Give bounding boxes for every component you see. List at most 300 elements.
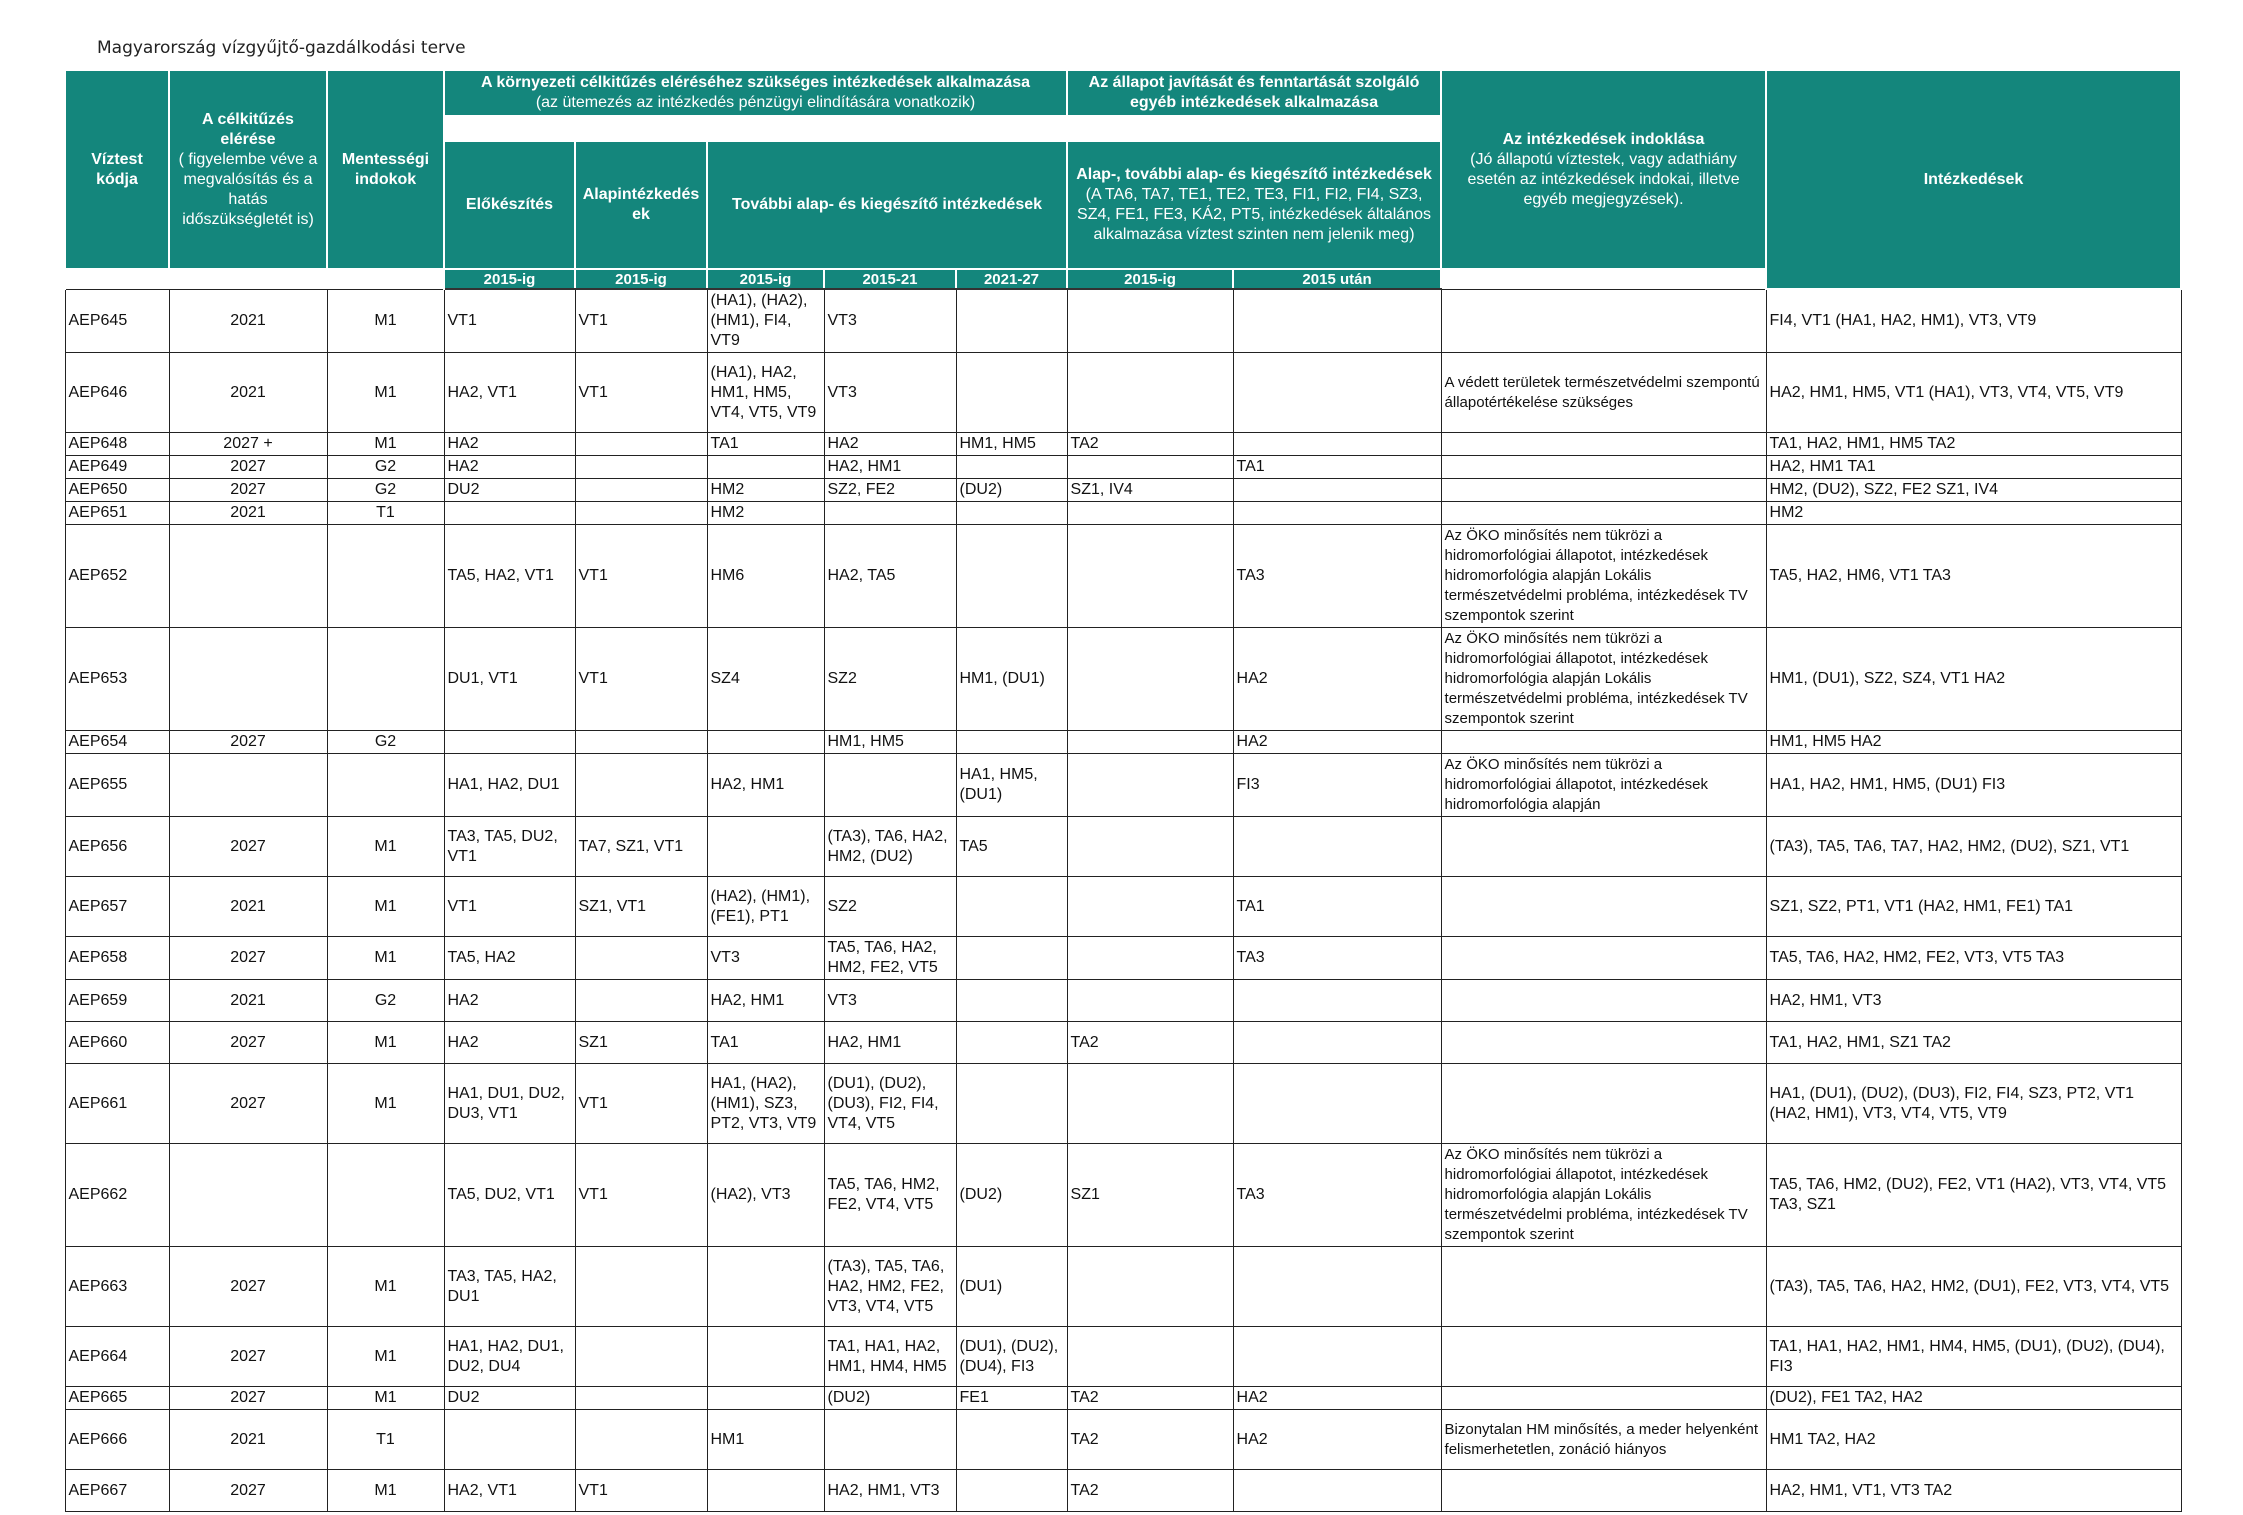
measures-list: TA5, TA6, HM2, (DU2), FE2, VT1 (HA2), VT3, VT4, VT5 TA3, SZ1 xyxy=(1766,1144,2181,1247)
other-2015 xyxy=(1067,628,1233,731)
further-2015-21 xyxy=(824,754,956,817)
other-2015 xyxy=(1067,980,1233,1022)
justification xyxy=(1441,1022,1766,1064)
water-body-code: AEP662 xyxy=(65,1144,169,1247)
justification xyxy=(1441,817,1766,877)
further-2021-27 xyxy=(956,525,1067,628)
further-2015: TA1 xyxy=(707,433,824,456)
basic-measures: SZ1 xyxy=(575,1022,707,1064)
justification: Az ÖKO minősítés nem tükrözi a hidromorfológiai állapotot, intézkedések hidromorfológia alapján Lokális természetvédelmi probléma, intézkedések TV szempontok szerint xyxy=(1441,628,1766,731)
further-2015-21: (TA3), TA5, TA6, HA2, HM2, FE2, VT3, VT4, VT5 xyxy=(824,1247,956,1327)
further-2015: (HA2), (HM1), (FE1), PT1 xyxy=(707,877,824,937)
exemption-code: M1 xyxy=(327,1470,444,1512)
other-after-2015 xyxy=(1233,1470,1441,1512)
header-target xyxy=(169,70,327,269)
target-year: 2021 xyxy=(169,1410,327,1470)
further-2021-27: TA5 xyxy=(956,817,1067,877)
prep-measures: HA2, VT1 xyxy=(444,1470,575,1512)
measures-list: HA1, (DU1), (DU2), (DU3), FI2, FI4, SZ3, PT2, VT1 (HA2, HM1), VT3, VT4, VT5, VT9 xyxy=(1766,1064,2181,1144)
basic-measures xyxy=(575,754,707,817)
measures-list: HM2 xyxy=(1766,502,2181,525)
target-year: 2027 xyxy=(169,1022,327,1064)
other-2015 xyxy=(1067,353,1233,433)
table-row xyxy=(65,1064,2181,1144)
basic-measures xyxy=(575,433,707,456)
measures-list: SZ1, SZ2, PT1, VT1 (HA2, HM1, FE1) TA1 xyxy=(1766,877,2181,937)
other-2015: TA2 xyxy=(1067,1470,1233,1512)
other-after-2015 xyxy=(1233,502,1441,525)
prep-measures: TA5, HA2 xyxy=(444,937,575,980)
target-year: 2027 xyxy=(169,456,327,479)
measures-list: HA1, HA2, HM1, HM5, (DU1) FI3 xyxy=(1766,754,2181,817)
measures-list: TA1, HA1, HA2, HM1, HM4, HM5, (DU1), (DU2), (DU4), FI3 xyxy=(1766,1327,2181,1387)
other-2015 xyxy=(1067,456,1233,479)
further-2015-21: HA2, HM1 xyxy=(824,456,956,479)
exemption-code: G2 xyxy=(327,980,444,1022)
other-after-2015: TA3 xyxy=(1233,525,1441,628)
water-body-code: AEP648 xyxy=(65,433,169,456)
prep-measures: TA5, HA2, VT1 xyxy=(444,525,575,628)
prep-measures: VT1 xyxy=(444,877,575,937)
further-2015 xyxy=(707,1470,824,1512)
further-2015-21: VT3 xyxy=(824,289,956,353)
other-after-2015 xyxy=(1233,479,1441,502)
further-2015: HA1, (HA2), (HM1), SZ3, PT2, VT3, VT9 xyxy=(707,1064,824,1144)
header-exemption: Mentességi indokok xyxy=(327,70,444,269)
other-after-2015: TA1 xyxy=(1233,877,1441,937)
exemption-code: M1 xyxy=(327,289,444,353)
exemption-code: M1 xyxy=(327,353,444,433)
further-2021-27 xyxy=(956,937,1067,980)
other-after-2015: HA2 xyxy=(1233,1387,1441,1410)
further-2015-21: HM1, HM5 xyxy=(824,731,956,754)
other-after-2015 xyxy=(1233,1064,1441,1144)
justification: Bizonytalan HM minősítés, a meder helyenként felismerhetetlen, zonáció hiányos xyxy=(1441,1410,1766,1470)
further-2015 xyxy=(707,456,824,479)
water-body-code: AEP652 xyxy=(65,525,169,628)
basic-measures: SZ1, VT1 xyxy=(575,877,707,937)
other-after-2015 xyxy=(1233,1327,1441,1387)
period-further-2015-21: 2015-21 xyxy=(824,269,956,289)
water-body-code: AEP655 xyxy=(65,754,169,817)
water-body-code: AEP657 xyxy=(65,877,169,937)
header-other-sub-note: (A TA6, TA7, TE1, TE2, TE3, FI1, FI2, FI4, SZ3, SZ4, FE1, FE3, KÁ2, PT5, intézkedések általános alkalmazása víztest szinten nem jelenik meg) xyxy=(1077,186,1431,243)
further-2015-21: TA5, TA6, HM2, FE2, VT4, VT5 xyxy=(824,1144,956,1247)
exemption-code: M1 xyxy=(327,1247,444,1327)
justification xyxy=(1441,502,1766,525)
target-year: 2027 xyxy=(169,1387,327,1410)
header-env-group-title: A környezeti célkitűzés eléréséhez szükséges intézkedések alkalmazása xyxy=(480,74,1031,91)
further-2015: HA2, HM1 xyxy=(707,980,824,1022)
further-2021-27: (DU2) xyxy=(956,1144,1067,1247)
other-after-2015 xyxy=(1233,433,1441,456)
target-year: 2027 xyxy=(169,1327,327,1387)
table-row xyxy=(65,980,2181,1022)
exemption-code xyxy=(327,628,444,731)
other-2015 xyxy=(1067,937,1233,980)
table-row xyxy=(65,937,2181,980)
prep-measures: HA1, DU1, DU2, DU3, VT1 xyxy=(444,1064,575,1144)
basic-measures: VT1 xyxy=(575,628,707,731)
basic-measures xyxy=(575,1247,707,1327)
further-2021-27 xyxy=(956,1470,1067,1512)
justification xyxy=(1441,1247,1766,1327)
further-2015 xyxy=(707,1387,824,1410)
basic-measures xyxy=(575,937,707,980)
basic-measures: VT1 xyxy=(575,525,707,628)
other-2015 xyxy=(1067,754,1233,817)
prep-measures xyxy=(444,502,575,525)
basic-measures xyxy=(575,456,707,479)
other-2015 xyxy=(1067,877,1233,937)
prep-measures: TA3, TA5, DU2, VT1 xyxy=(444,817,575,877)
exemption-code: M1 xyxy=(327,1064,444,1144)
further-2021-27 xyxy=(956,1022,1067,1064)
table-header xyxy=(65,70,2181,289)
target-year xyxy=(169,1144,327,1247)
prep-measures: HA1, HA2, DU1 xyxy=(444,754,575,817)
further-2015 xyxy=(707,731,824,754)
exemption-code: G2 xyxy=(327,731,444,754)
exemption-code: M1 xyxy=(327,1327,444,1387)
target-year xyxy=(169,525,327,628)
exemption-code xyxy=(327,754,444,817)
other-2015: SZ1, IV4 xyxy=(1067,479,1233,502)
target-year: 2021 xyxy=(169,289,327,353)
other-2015: TA2 xyxy=(1067,1410,1233,1470)
header-justification-title: Az intézkedések indoklása xyxy=(1502,130,1705,148)
justification xyxy=(1441,479,1766,502)
further-2015-21: SZ2, FE2 xyxy=(824,479,956,502)
other-after-2015: HA2 xyxy=(1233,628,1441,731)
other-2015: TA2 xyxy=(1067,1387,1233,1410)
water-body-code: AEP663 xyxy=(65,1247,169,1327)
basic-measures: VT1 xyxy=(575,1064,707,1144)
prep-measures: TA3, TA5, HA2, DU1 xyxy=(444,1247,575,1327)
table-row xyxy=(65,1144,2181,1247)
further-2015-21: HA2 xyxy=(824,433,956,456)
further-2021-27 xyxy=(956,877,1067,937)
justification: Az ÖKO minősítés nem tükrözi a hidromorfológiai állapotot, intézkedések hidromorfológia alapján xyxy=(1441,754,1766,817)
target-year: 2027 xyxy=(169,479,327,502)
basic-measures xyxy=(575,1410,707,1470)
table-body xyxy=(65,289,2181,1512)
justification: A védett területek természetvédelmi szempontú állapotértékelése szükséges xyxy=(1441,353,1766,433)
header-other-sub xyxy=(1067,141,1441,269)
further-2015: HA2, HM1 xyxy=(707,754,824,817)
further-2021-27 xyxy=(956,980,1067,1022)
measures-list: HA2, HM1, VT1, VT3 TA2 xyxy=(1766,1470,2181,1512)
target-year: 2027 xyxy=(169,817,327,877)
further-2015-21: VT3 xyxy=(824,353,956,433)
target-year: 2027 xyxy=(169,1470,327,1512)
measures-list: HA2, HM1 TA1 xyxy=(1766,456,2181,479)
header-target-note: ( figyelembe véve a megvalósítás és a hatás időszükségletét is) xyxy=(178,150,318,228)
water-body-code: AEP649 xyxy=(65,456,169,479)
measures-list: HM2, (DU2), SZ2, FE2 SZ1, IV4 xyxy=(1766,479,2181,502)
further-2015-21: SZ2 xyxy=(824,877,956,937)
target-year: 2021 xyxy=(169,980,327,1022)
measures-table xyxy=(64,69,2182,1512)
header-justification xyxy=(1441,70,1766,269)
exemption-code: T1 xyxy=(327,502,444,525)
water-body-code: AEP650 xyxy=(65,479,169,502)
further-2021-27: HM1, (DU1) xyxy=(956,628,1067,731)
basic-measures xyxy=(575,479,707,502)
further-2021-27 xyxy=(956,1064,1067,1144)
other-2015 xyxy=(1067,1064,1233,1144)
prep-measures: HA2 xyxy=(444,980,575,1022)
water-body-code: AEP654 xyxy=(65,731,169,754)
justification xyxy=(1441,433,1766,456)
prep-measures: DU2 xyxy=(444,1387,575,1410)
header-prep: Előkészítés xyxy=(444,141,575,269)
measures-list: (TA3), TA5, TA6, TA7, HA2, HM2, (DU2), SZ1, VT1 xyxy=(1766,817,2181,877)
target-year: 2027 + xyxy=(169,433,327,456)
header-other-group: Az állapot javítását és fenntartását szolgáló egyéb intézkedések alkalmazása xyxy=(1067,70,1441,116)
further-2021-27 xyxy=(956,353,1067,433)
period-further-2015: 2015-ig xyxy=(707,269,824,289)
other-after-2015: TA3 xyxy=(1233,1144,1441,1247)
further-2015: HM2 xyxy=(707,479,824,502)
basic-measures: VT1 xyxy=(575,1470,707,1512)
other-2015: SZ1 xyxy=(1067,1144,1233,1247)
water-body-code: AEP656 xyxy=(65,817,169,877)
prep-measures xyxy=(444,1410,575,1470)
justification: Az ÖKO minősítés nem tükrözi a hidromorfológiai állapotot, intézkedések hidromorfológia alapján Lokális természetvédelmi probléma, intézkedések TV szempontok szerint xyxy=(1441,1144,1766,1247)
table-row xyxy=(65,731,2181,754)
further-2015: VT3 xyxy=(707,937,824,980)
further-2015-21: HA2, HM1, VT3 xyxy=(824,1470,956,1512)
further-2015 xyxy=(707,1247,824,1327)
other-2015: TA2 xyxy=(1067,433,1233,456)
other-after-2015 xyxy=(1233,1247,1441,1327)
table-row xyxy=(65,1327,2181,1387)
further-2021-27 xyxy=(956,1410,1067,1470)
basic-measures: TA7, SZ1, VT1 xyxy=(575,817,707,877)
other-after-2015: TA3 xyxy=(1233,937,1441,980)
prep-measures: TA5, DU2, VT1 xyxy=(444,1144,575,1247)
other-2015 xyxy=(1067,289,1233,353)
table-row xyxy=(65,628,2181,731)
target-year xyxy=(169,628,327,731)
further-2021-27: FE1 xyxy=(956,1387,1067,1410)
further-2015: HM2 xyxy=(707,502,824,525)
measures-list: TA5, HA2, HM6, VT1 TA3 xyxy=(1766,525,2181,628)
other-2015 xyxy=(1067,525,1233,628)
further-2015: (HA1), (HA2), (HM1), FI4, VT9 xyxy=(707,289,824,353)
further-2015-21: (DU1), (DU2), (DU3), FI2, FI4, VT4, VT5 xyxy=(824,1064,956,1144)
further-2015: HM1 xyxy=(707,1410,824,1470)
other-after-2015: HA2 xyxy=(1233,1410,1441,1470)
prep-measures: HA1, HA2, DU1, DU2, DU4 xyxy=(444,1327,575,1387)
measures-list: HA2, HM1, VT3 xyxy=(1766,980,2181,1022)
basic-measures: VT1 xyxy=(575,1144,707,1247)
table-row xyxy=(65,1470,2181,1512)
water-body-code: AEP666 xyxy=(65,1410,169,1470)
target-year: 2021 xyxy=(169,502,327,525)
other-after-2015 xyxy=(1233,353,1441,433)
table-row xyxy=(65,1410,2181,1470)
other-after-2015: FI3 xyxy=(1233,754,1441,817)
table-row xyxy=(65,433,2181,456)
further-2021-27: (DU1), (DU2), (DU4), FI3 xyxy=(956,1327,1067,1387)
table-row xyxy=(65,456,2181,479)
period-other-after: 2015 után xyxy=(1233,269,1441,289)
further-2015-21: TA5, TA6, HA2, HM2, FE2, VT5 xyxy=(824,937,956,980)
header-other-sub-title: Alap-, további alap- és kiegészítő intézkedések xyxy=(1076,166,1432,183)
prep-measures: HA2 xyxy=(444,1022,575,1064)
water-body-code: AEP645 xyxy=(65,289,169,353)
measures-list: (DU2), FE1 TA2, HA2 xyxy=(1766,1387,2181,1410)
header-target-main: A célkitűzés elérése xyxy=(202,110,294,148)
exemption-code: G2 xyxy=(327,456,444,479)
further-2015: TA1 xyxy=(707,1022,824,1064)
further-2021-27 xyxy=(956,731,1067,754)
justification xyxy=(1441,456,1766,479)
further-2015-21: HA2, HM1 xyxy=(824,1022,956,1064)
header-justification-note: (Jó állapotú víztestek, vagy adathiány esetén az intézkedések indokai, illetve egyéb megjegyzések). xyxy=(1467,150,1740,208)
exemption-code: M1 xyxy=(327,817,444,877)
other-2015 xyxy=(1067,731,1233,754)
table-row xyxy=(65,1387,2181,1410)
prep-measures: HA2, VT1 xyxy=(444,353,575,433)
measures-list: (TA3), TA5, TA6, HA2, HM2, (DU1), FE2, VT3, VT4, VT5 xyxy=(1766,1247,2181,1327)
table-row xyxy=(65,877,2181,937)
document-title: Magyarország vízgyűjtő-gazdálkodási terve xyxy=(97,38,466,58)
period-other-2015: 2015-ig xyxy=(1067,269,1233,289)
period-further-2021-27: 2021-27 xyxy=(956,269,1067,289)
table-row xyxy=(65,353,2181,433)
header-measures: Intézkedések xyxy=(1766,70,2181,289)
further-2015-21: (TA3), TA6, HA2, HM2, (DU2) xyxy=(824,817,956,877)
justification xyxy=(1441,1387,1766,1410)
measures-list: TA1, HA2, HM1, SZ1 TA2 xyxy=(1766,1022,2181,1064)
exemption-code: T1 xyxy=(327,1410,444,1470)
table-row xyxy=(65,479,2181,502)
basic-measures xyxy=(575,980,707,1022)
water-body-code: AEP660 xyxy=(65,1022,169,1064)
period-basic: 2015-ig xyxy=(575,269,707,289)
exemption-code xyxy=(327,525,444,628)
other-2015: TA2 xyxy=(1067,1022,1233,1064)
further-2021-27 xyxy=(956,456,1067,479)
water-body-code: AEP658 xyxy=(65,937,169,980)
exemption-code: M1 xyxy=(327,433,444,456)
further-2015-21: TA1, HA1, HA2, HM1, HM4, HM5 xyxy=(824,1327,956,1387)
basic-measures: VT1 xyxy=(575,353,707,433)
water-body-code: AEP651 xyxy=(65,502,169,525)
basic-measures xyxy=(575,502,707,525)
other-2015 xyxy=(1067,817,1233,877)
basic-measures: VT1 xyxy=(575,289,707,353)
water-body-code: AEP661 xyxy=(65,1064,169,1144)
header-basic: Alapintézkedés ek xyxy=(575,141,707,269)
other-2015 xyxy=(1067,1247,1233,1327)
table-row xyxy=(65,525,2181,628)
other-2015 xyxy=(1067,502,1233,525)
further-2015-21: VT3 xyxy=(824,980,956,1022)
exemption-code: M1 xyxy=(327,877,444,937)
further-2015-21: SZ2 xyxy=(824,628,956,731)
table-row xyxy=(65,817,2181,877)
justification xyxy=(1441,1327,1766,1387)
basic-measures xyxy=(575,731,707,754)
prep-measures: DU1, VT1 xyxy=(444,628,575,731)
header-code: Víztest kódja xyxy=(65,70,169,269)
table-row xyxy=(65,754,2181,817)
prep-measures: HA2 xyxy=(444,456,575,479)
measures-list: TA5, TA6, HA2, HM2, FE2, VT3, VT5 TA3 xyxy=(1766,937,2181,980)
other-after-2015 xyxy=(1233,980,1441,1022)
basic-measures xyxy=(575,1387,707,1410)
further-2015: (HA2), VT3 xyxy=(707,1144,824,1247)
exemption-code xyxy=(327,1144,444,1247)
further-2015: SZ4 xyxy=(707,628,824,731)
target-year: 2027 xyxy=(169,937,327,980)
other-after-2015: TA1 xyxy=(1233,456,1441,479)
target-year: 2027 xyxy=(169,1064,327,1144)
other-2015 xyxy=(1067,1327,1233,1387)
water-body-code: AEP665 xyxy=(65,1387,169,1410)
justification xyxy=(1441,1064,1766,1144)
justification xyxy=(1441,289,1766,353)
water-body-code: AEP653 xyxy=(65,628,169,731)
further-2015 xyxy=(707,817,824,877)
other-after-2015 xyxy=(1233,817,1441,877)
table-row xyxy=(65,1022,2181,1064)
justification xyxy=(1441,937,1766,980)
exemption-code: M1 xyxy=(327,1387,444,1410)
further-2015: HM6 xyxy=(707,525,824,628)
justification: Az ÖKO minősítés nem tükrözi a hidromorfológiai állapotot, intézkedések hidromorfológia alapján Lokális természetvédelmi probléma, intézkedések TV szempontok szerint xyxy=(1441,525,1766,628)
measures-list: TA1, HA2, HM1, HM5 TA2 xyxy=(1766,433,2181,456)
water-body-code: AEP664 xyxy=(65,1327,169,1387)
measures-list: HM1, (DU1), SZ2, SZ4, VT1 HA2 xyxy=(1766,628,2181,731)
other-after-2015: HA2 xyxy=(1233,731,1441,754)
other-after-2015 xyxy=(1233,1022,1441,1064)
further-2015-21 xyxy=(824,502,956,525)
target-year: 2027 xyxy=(169,731,327,754)
target-year: 2021 xyxy=(169,877,327,937)
prep-measures: VT1 xyxy=(444,289,575,353)
measures-list: FI4, VT1 (HA1, HA2, HM1), VT3, VT9 xyxy=(1766,289,2181,353)
further-2021-27 xyxy=(956,289,1067,353)
justification xyxy=(1441,1470,1766,1512)
prep-measures: DU2 xyxy=(444,479,575,502)
target-year: 2027 xyxy=(169,1247,327,1327)
further-2021-27: HM1, HM5 xyxy=(956,433,1067,456)
basic-measures xyxy=(575,1327,707,1387)
header-further: További alap- és kiegészítő intézkedések xyxy=(707,141,1067,269)
table-row xyxy=(65,502,2181,525)
table-row xyxy=(65,289,2181,353)
further-2015-21 xyxy=(824,1410,956,1470)
further-2021-27: HA1, HM5, (DU1) xyxy=(956,754,1067,817)
further-2015-21: HA2, TA5 xyxy=(824,525,956,628)
measures-list: HM1 TA2, HA2 xyxy=(1766,1410,2181,1470)
table-row xyxy=(65,1247,2181,1327)
exemption-code: M1 xyxy=(327,1022,444,1064)
measures-list: HA2, HM1, HM5, VT1 (HA1), VT3, VT4, VT5, VT9 xyxy=(1766,353,2181,433)
further-2015-21: (DU2) xyxy=(824,1387,956,1410)
water-body-code: AEP667 xyxy=(65,1470,169,1512)
further-2021-27: (DU1) xyxy=(956,1247,1067,1327)
further-2015: (HA1), HA2, HM1, HM5, VT4, VT5, VT9 xyxy=(707,353,824,433)
justification xyxy=(1441,980,1766,1022)
target-year xyxy=(169,754,327,817)
measures-list: HM1, HM5 HA2 xyxy=(1766,731,2181,754)
